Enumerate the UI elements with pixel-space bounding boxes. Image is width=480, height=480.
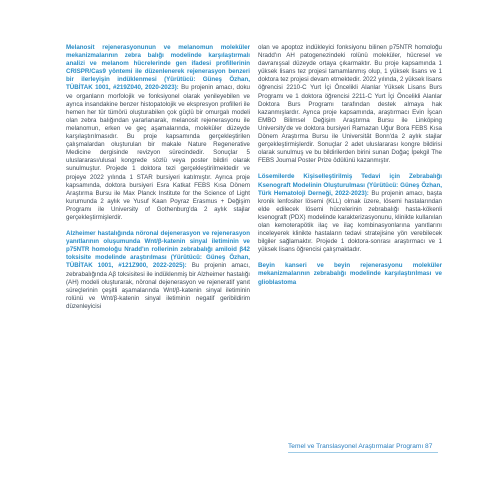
- left-column: [66, 44, 250, 319]
- project-heading: Alzheimer hastalığında nöronal dejenerasyon ve rejenerasyon yanıtlarının oluşumunda Wnt/β-katenin sinyal iletiminin ve p75NTR homoloğu Nradd'ın rollerinin zebrabalığı amiloid β42 toksisite modelinde araştırılması (Yürütücü: Güneş Özhan, TÜBİTAK 1001, #121Z900, 2022-2025):: [66, 230, 250, 270]
- project-heading: Beyin kanseri ve beyin rejenerasyonu moleküler mekanizmalarının zebrabalığı modelinde karşılaştırılması ve glioblastoma: [258, 262, 442, 286]
- project-paragraph: [258, 44, 442, 165]
- page-footer: Temel ve Translasyonel Araştırmalar Programı 87: [288, 443, 433, 450]
- project-paragraph: [66, 230, 250, 311]
- project-heading: Melanosit rejenerasyonunun ve melanomun moleküler mekanizmalarının zebra balığı modelinde karşılaştırmalı analizi ve melanom hücrelerinde gen ifadesi profillerinin CRISPR/Cas9 yöntemi ile düzenlenerek rejenerasyon benzeri bir ilerleyişin indüklenmesi (Yürütücü: Güneş Özhan, TÜBİTAK 1001, #219Z040, 2020-2023):: [66, 44, 250, 92]
- project-body: olan ve apoptoz indükleyici fonksiyonu bilinen p75NTR homoloğu Nradd'ın AH patogenezindeki rolünü moleküler, hücresel ve davranışsal düzeyde ortaya çıkarmaktır. Bu proje kapsamında 1 yüksek lisans tez projesi tamamlanmış olup, 1 yüksek lisans ve 1 doktora tez projesi devam etmektedir. 2022 yılında, 2 yüksek lisans öğrencisi 2210-C Yurt İçi Öncelikli Alanlar Yüksek Lisans Burs Programı ve 1 doktora öğrencisi 2211-C Yurt İçi Öncelikli Alanlar Doktora Burs Programı tarafından destek almaya hak kazanmışlardır. Ayrıca proje kapsamında, araştırmacı Evin İşcan EMBO Bilimsel Değişim Araştırma Bursu ile Linköping University'de ve doktora bursiyeri Ramazan Uğur Bora FEBS Kısa Dönem Araştırma Bursu ile Universität Bonn'da 2 aylık stajlar gerçekleştirmişlerdir. Sonuçlar 2 adet uluslararası kongre bildirisi olarak sunulmuş ve bu bildirilerden birini sunan Doğaç İpekgil The FEBS Journal Poster Prize ödülünü kazanmıştır.: [258, 44, 442, 165]
- project-heading: Lösemilerde Kişiselleştirilmiş Tedavi için Zebrabalığı Ksenograft Modelinin Oluşturulması (Yürütücü: Güneş Özhan, Türk Hematoloji Derneği, 2022-2023):: [258, 173, 442, 197]
- project-body: Bu projenin amacı, zebrabalığında Aβ toksisitesi ile indüklenmiş bir Alzheimer hastalığı (AH) modeli oluşturarak, nöronal dejenerasyon ve rejeneratif yanıt süreçlerinin çeşitli aşamalarında Wnt/β-katenin sinyal iletiminin rolünü ve Wnt/β-katenin sinyal iletiminin negatif geribildirim düzenleyicisi: [66, 262, 250, 310]
- project-body: Bu projenin amacı, başta kronik lenfositer lösemi (KLL) olmak üzere, lösemi hastalarından elde edilecek lösemi hücrelerinin zebrabalığı hasta-kökenli ksenograft (PDX) modelinde karakterizasyonunu, klinikte kullanılan olan kemoterapötik ilaç ve ilaç kombinasyonlarına yanıtlarını inceleyerek klinikte hastaların tedavi stratejisine yön verebilecek bilgiler sağlamaktır. Projede 1 doktora-sonrası araştırmacı ve 1 yüksek lisans öğrencisi çalışmaktadır.: [258, 189, 442, 254]
- project-paragraph: [258, 173, 442, 254]
- right-column: [258, 44, 442, 295]
- project-body: Bu projenin amacı, doku ve organların morfolojik ve fonksiyonel olarak yenileyebilen ve ayrıca insandakine benzer histopatolojik ve ekspresyon profilleri ile hemen her tür tümörü oluşturabilen çok güçlü bir omurgalı modeli olan zebra balığından yararlanarak, melanosit rejenerasyonu ile melanomun, erken ve geç aşamalarında, moleküler düzeyde karşılaştırılmasıdır. Bu proje kapsamında gerçekleştirilen çalışmalardan oluşturulan bir makale Nature Regenerative Medicine dergisinde revizyon sürecindedir. Sonuçlar 5 uluslararası/ulusal kongrede sözlü veya poster bildiri olarak sunulmuştur. Projede 1 doktora tezi gerçekleştirilmektedir ve projeye 2022 yılında 1 STAR bursiyeri katılmıştır. Ayrıca proje kapsamında, doktora bursiyeri Esra Katkat FEBS Kısa Dönem Araştırma Bursu ile Max Planck Institute for the Science of Light kurumunda 2 aylık ve Yusuf Kaan Poyraz Erasmus + Değişim Programı ile University of Gothenburg'da 2 aylık stajlar gerçekleştirmişlerdir.: [66, 84, 250, 221]
- project-paragraph: [258, 262, 442, 286]
- project-paragraph: [66, 44, 250, 222]
- footer-rule: [288, 452, 438, 453]
